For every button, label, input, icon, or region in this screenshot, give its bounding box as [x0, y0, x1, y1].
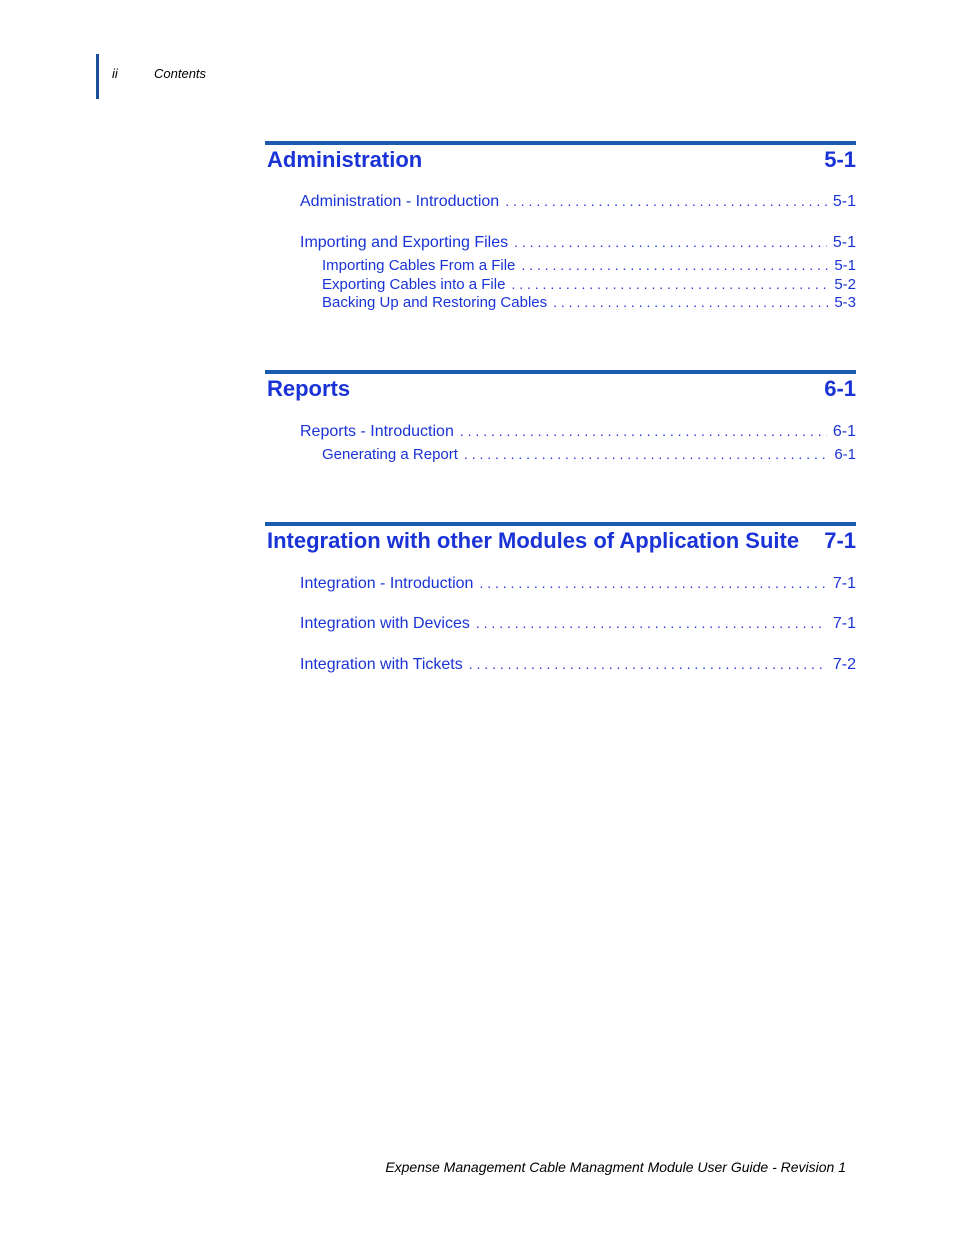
toc-entry-label: Integration - Introduction	[300, 575, 474, 592]
toc-entry-page: 6-1	[832, 423, 856, 440]
page-number: ii	[112, 66, 118, 81]
chapter-page[interactable]: 5-1	[824, 147, 856, 172]
leader-dots	[553, 294, 828, 310]
leader-dots	[464, 446, 828, 462]
toc-subentry[interactable]	[322, 446, 856, 463]
leader-dots	[511, 276, 828, 292]
leader-dots	[479, 575, 826, 591]
toc-entry-label: Backing Up and Restoring Cables	[322, 294, 548, 311]
header-rule	[96, 54, 99, 99]
toc-entry-label: Importing Cables From a File	[322, 257, 516, 274]
leader-dots	[505, 193, 827, 209]
chapter-title[interactable]: Integration with other Modules of Application Suite	[267, 528, 800, 553]
chapter-page[interactable]: 6-1	[824, 376, 856, 401]
toc-entry-page: 5-2	[834, 276, 856, 293]
chapter-rule	[265, 370, 856, 374]
chapter-rule	[265, 522, 856, 526]
chapter-page[interactable]: 7-1	[824, 528, 856, 553]
toc-entry-label: Exporting Cables into a File	[322, 276, 506, 293]
toc-entry[interactable]	[300, 234, 856, 252]
toc-entry[interactable]	[300, 615, 856, 633]
chapter-reports	[265, 370, 856, 402]
leader-dots	[514, 234, 827, 250]
toc-subentry[interactable]	[322, 276, 856, 293]
leader-dots	[476, 615, 827, 631]
leader-dots	[460, 423, 827, 439]
running-header: Contents	[154, 66, 207, 81]
toc-entry-page: 7-1	[832, 615, 856, 632]
toc-entry-page: 7-1	[832, 575, 856, 592]
toc-entry-page: 7-2	[832, 656, 856, 673]
toc-entry-page: 5-1	[832, 234, 856, 251]
chapter-administration	[265, 141, 856, 173]
leader-dots	[469, 656, 827, 672]
toc-entry-label: Integration with Devices	[300, 615, 470, 632]
chapter-rule	[265, 141, 856, 145]
toc-entry-label: Generating a Report	[322, 446, 458, 463]
toc-entry[interactable]	[300, 656, 856, 674]
toc-subentry[interactable]	[322, 257, 856, 274]
chapter-integration	[265, 522, 856, 554]
toc-entry-label: Integration with Tickets	[300, 656, 463, 673]
toc-entry-page: 5-1	[834, 257, 856, 274]
toc-entry[interactable]	[300, 193, 856, 211]
toc-entry-label: Administration - Introduction	[300, 193, 500, 210]
chapter-title[interactable]: Reports	[267, 376, 351, 401]
toc-entry-page: 6-1	[834, 446, 856, 463]
toc-entry[interactable]	[300, 575, 856, 593]
toc-entry-label: Reports - Introduction	[300, 423, 454, 440]
toc-entry[interactable]	[300, 423, 856, 441]
chapter-title[interactable]: Administration	[267, 147, 423, 172]
toc-entry-page: 5-1	[832, 193, 856, 210]
leader-dots	[521, 257, 828, 273]
page-footer: Expense Management Cable Managment Module User Guide - Revision 1	[385, 1159, 846, 1175]
toc-subentry[interactable]	[322, 294, 856, 311]
toc-entry-label: Importing and Exporting Files	[300, 234, 509, 251]
toc-entry-page: 5-3	[834, 294, 856, 311]
